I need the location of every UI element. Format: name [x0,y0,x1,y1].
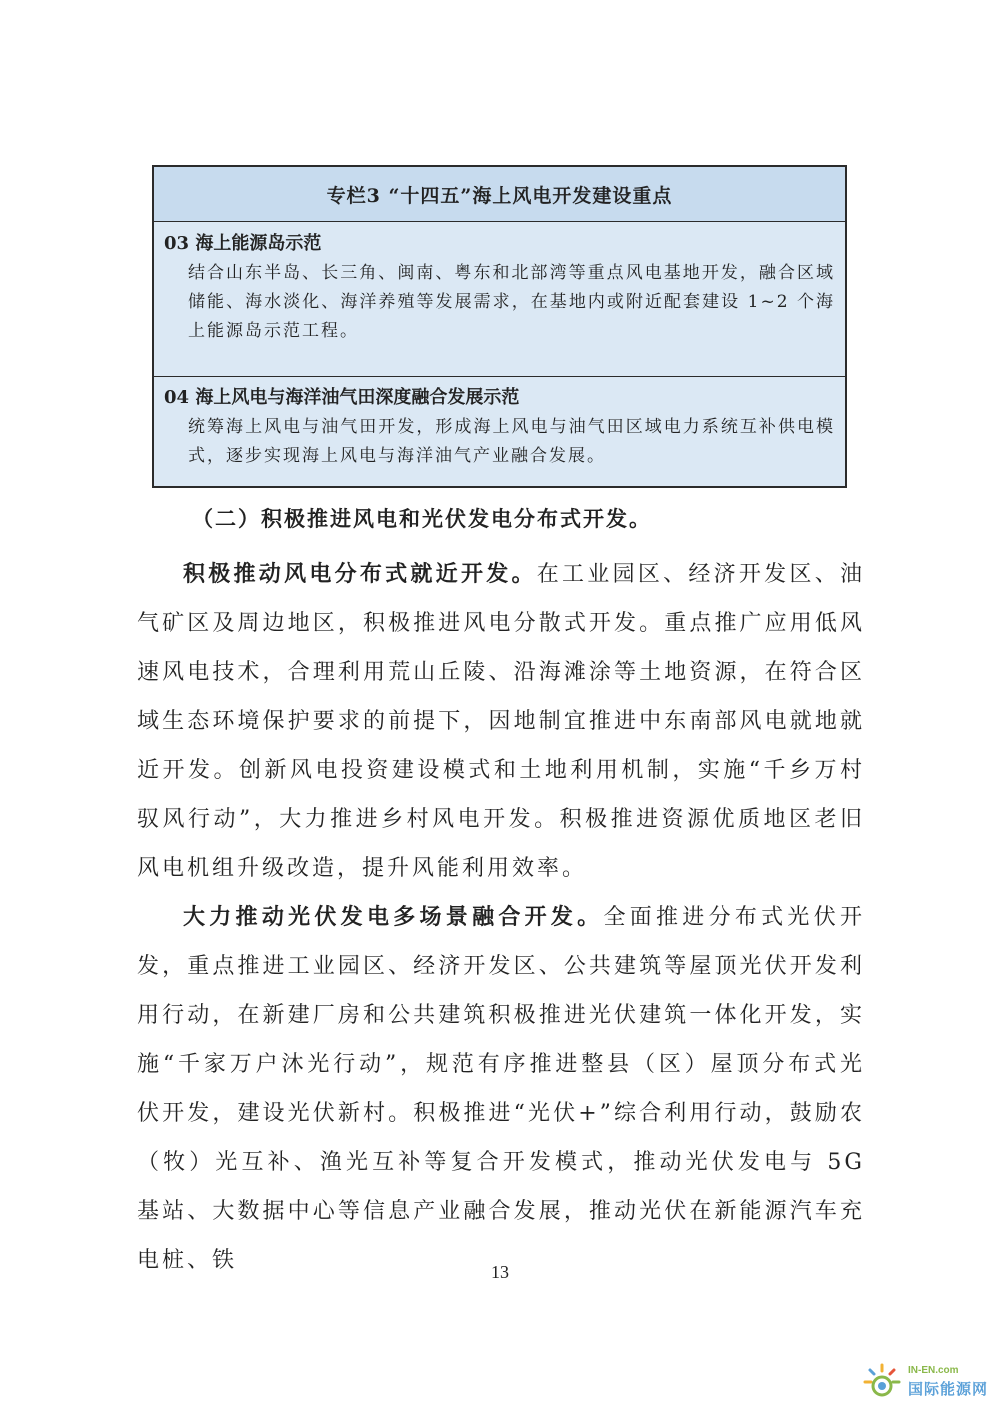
watermark-cn: 国际能源网 [908,1380,989,1398]
section-body: 统筹海上风电与油气田开发，形成海上风电与油气田区域电力系统互补供电模式，逐步实现海上风电与海洋油气产业融合发展。 [188,417,835,466]
paragraph-text: 在工业园区、经济开发区、油气矿区及周边地区，积极推进风电分散式开发。重点推广应用低风速风电技术，合理利用荒山丘陵、沿海滩涂等土地资源，在符合区域生态环境保护要求的前提下，因地制宜推进中东南部风电就地就近开发。创新风电投资建设模式和土地利用机制，实施“千乡万村驭风行动”，大力推进乡村风电开发。积极推进资源优质地区老旧风电机组升级改造，提升风能利用效率。 [137,562,865,881]
feature-box-title: 专栏3 “十四五”海上风电开发建设重点 [154,167,845,222]
watermark-logo [862,1362,994,1402]
paragraph-lead: 大力推动光伏发电多场景融合开发。 [183,904,604,930]
section-heading: 03 海上能源岛示范 [164,233,322,254]
feature-box-section-03 [154,223,845,374]
subsection-heading: （二）积极推进风电和光伏发电分布式开发。 [192,506,652,531]
body-paragraph [137,893,865,1285]
watermark-en: IN-EN.com [908,1365,959,1376]
paragraph-text: 全面推进分布式光伏开发，重点推进工业园区、经济开发区、公共建筑等屋顶光伏开发利用行动，在新建厂房和公共建筑积极推进光伏建筑一体化开发，实施“千家万户沐光行动”，规范有序推进整县（区）屋顶分布式光伏开发，建设光伏新村。积极推进“光伏+”综合利用行动，鼓励农（牧）光互补、渔光互补等复合开发模式，推动光伏发电与 5G 基站、大数据中心等信息产业融合发展，推动光伏在新能源汽车充电桩、铁 [137,905,865,1273]
paragraph-lead: 积极推动风电分布式就近开发。 [183,561,537,587]
feature-box-section-04 [154,376,845,486]
feature-box [152,165,847,488]
page-number: 13 [491,1262,509,1282]
sun-flower-logo-icon [862,1362,902,1402]
body-paragraph [137,550,865,893]
section-body: 结合山东半岛、长三角、闽南、粤东和北部湾等重点风电基地开发，融合区域储能、海水淡化、海洋养殖等发展需求，在基地内或附近配套建设 1~2 个海上能源岛示范工程。 [188,263,835,341]
section-heading: 04 海上风电与海洋油气田深度融合发展示范 [164,387,520,408]
